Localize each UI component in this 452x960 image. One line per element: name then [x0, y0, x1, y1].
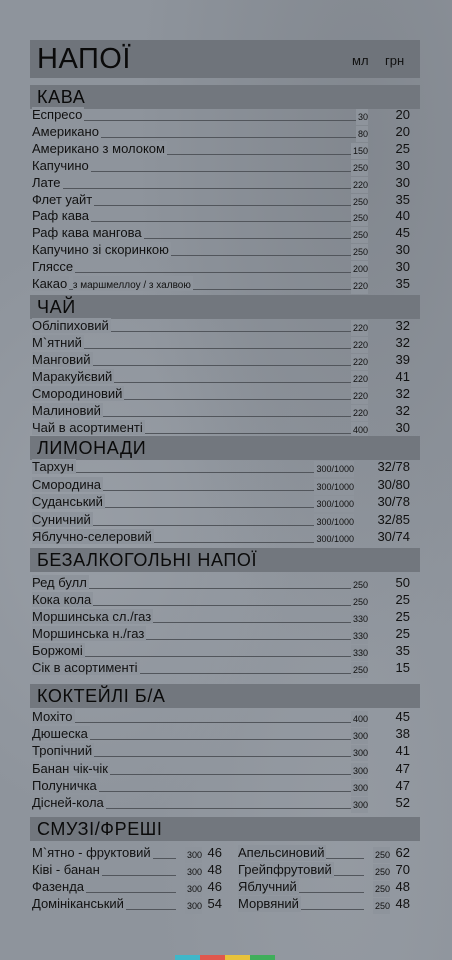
stripe — [250, 955, 275, 960]
menu-item-row — [32, 208, 410, 225]
menu-item-row — [32, 726, 410, 743]
item-name-text: Еспресо — [32, 107, 83, 122]
item-suffix-wrap — [73, 276, 193, 291]
item-name — [32, 124, 101, 140]
menu-item-row — [32, 369, 410, 386]
section-title: СМУЗІ/ФРЕШІ — [37, 819, 163, 839]
section-header-bezalko — [30, 548, 420, 572]
menu-item-row — [238, 845, 410, 862]
item-volume: 300/1000 — [314, 531, 354, 547]
item-name — [32, 761, 110, 777]
item-volume: 330 — [351, 611, 368, 627]
item-price: 41 — [395, 369, 410, 384]
item-price: 15 — [395, 659, 410, 675]
item-name — [32, 318, 111, 334]
item-name — [32, 494, 105, 510]
item-name-text: Сік в асортименті — [32, 659, 138, 675]
item-name-text: Гляссе — [32, 259, 74, 275]
item-volume: 300 — [351, 745, 368, 761]
item-volume: 400 — [351, 711, 368, 727]
item-volume: 300 — [185, 881, 202, 897]
item-price: 20 — [395, 123, 410, 139]
menu-item-row — [32, 107, 410, 124]
item-name — [32, 512, 93, 528]
item-volume: 250 — [351, 227, 368, 243]
item-volume: 250 — [351, 244, 368, 260]
menu-item-row — [32, 477, 410, 494]
footer-stripes — [175, 955, 275, 960]
item-name-text: Банан чік-чік — [32, 760, 108, 776]
item-volume: 30 — [356, 109, 368, 125]
item-name — [32, 369, 114, 385]
item-name — [32, 386, 124, 402]
item-name — [32, 276, 193, 294]
item-name-text: Маракуйєвий — [32, 369, 113, 384]
menu-item-row — [32, 386, 410, 403]
item-name — [32, 778, 99, 794]
menu-item-row — [32, 352, 410, 369]
menu-item-row — [32, 575, 410, 592]
volume-column-label: мл — [352, 53, 369, 68]
item-name-text: Моршинська н./газ — [32, 625, 145, 641]
item-name — [32, 726, 90, 742]
item-price: 32 — [395, 403, 410, 418]
menu-item-row — [32, 459, 410, 476]
item-price: 52 — [395, 795, 410, 810]
stripe — [175, 955, 200, 960]
item-volume: 250 — [351, 160, 368, 176]
item-name-text: Яблучно-селеровий — [32, 529, 152, 545]
dotted-leader — [32, 272, 356, 273]
item-name: Ківі - банан — [32, 862, 100, 877]
item-name — [32, 192, 94, 208]
menu-item-row — [32, 318, 410, 335]
item-volume: 250 — [351, 194, 368, 210]
dotted-leader — [32, 722, 356, 723]
item-price: 30 — [395, 242, 410, 258]
item-price: 48 — [207, 862, 222, 877]
item-name-text: Малиновий — [32, 403, 101, 418]
item-name-text: Кока кола — [32, 591, 92, 607]
menu-item-row — [32, 403, 410, 420]
item-name-text: Суничний — [32, 511, 91, 527]
item-price: 46 — [207, 879, 222, 894]
item-name — [32, 158, 91, 174]
menu-item-row — [32, 335, 410, 352]
item-price: 45 — [395, 709, 410, 724]
menu-item-row — [32, 242, 410, 259]
item-price: 35 — [395, 642, 410, 658]
menu-item-row — [32, 896, 222, 913]
item-volume: 250 — [373, 864, 390, 880]
item-price: 41 — [395, 743, 410, 759]
item-volume: 330 — [351, 628, 368, 644]
item-name — [32, 575, 89, 591]
item-name-text: Какао — [32, 276, 68, 291]
item-volume: 300 — [351, 728, 368, 744]
item-name — [32, 743, 94, 759]
item-name: Фазенда — [32, 879, 85, 894]
section-header-kava — [30, 85, 420, 109]
item-name — [32, 626, 146, 642]
item-price: 32/78 — [377, 459, 410, 474]
item-name-suffix: з маршмеллоу / з халвою — [72, 280, 191, 291]
menu-item-row — [238, 879, 410, 896]
menu-item-row — [32, 494, 410, 511]
menu-item-row — [32, 709, 410, 726]
item-volume: 300/1000 — [314, 496, 354, 512]
menu-item-row — [32, 626, 410, 643]
item-name-text: Смородиновий — [32, 386, 123, 401]
item-name — [32, 609, 153, 625]
menu-item-row — [32, 778, 410, 795]
menu-item-row — [32, 862, 222, 879]
item-price: 25 — [395, 591, 410, 607]
item-name-text: Чай в асортименті — [32, 420, 143, 435]
item-price: 39 — [395, 352, 410, 367]
menu-item-row — [32, 743, 410, 760]
item-name — [32, 208, 91, 224]
menu-item-row — [32, 420, 410, 437]
item-volume: 150 — [351, 143, 368, 159]
item-name-text: Тархун — [32, 459, 74, 474]
item-name — [32, 242, 171, 258]
menu-item-row — [32, 225, 410, 242]
item-name — [32, 795, 106, 811]
item-volume: 220 — [351, 337, 368, 353]
item-name-text: Дюшеска — [32, 726, 88, 742]
item-volume: 220 — [351, 371, 368, 387]
item-price: 32/85 — [377, 511, 410, 527]
item-volume: 250 — [373, 847, 390, 863]
item-volume: 250 — [351, 210, 368, 226]
item-price: 32 — [395, 335, 410, 350]
item-price: 46 — [207, 845, 222, 860]
item-price: 54 — [207, 896, 222, 911]
menu-item-row — [32, 761, 410, 778]
item-name — [32, 709, 75, 725]
item-name-text: Манговий — [32, 352, 91, 367]
item-price: 30 — [395, 259, 410, 275]
menu-item-row — [32, 512, 410, 529]
item-name — [32, 225, 144, 241]
item-price: 30 — [395, 420, 410, 435]
item-price: 45 — [395, 225, 410, 241]
page-title: НАПОЇ — [37, 43, 131, 75]
menu-item-row — [32, 259, 410, 276]
item-name: Морвяний — [238, 896, 299, 911]
item-price: 25 — [395, 625, 410, 641]
item-volume: 250 — [373, 898, 390, 914]
section-title: БЕЗАЛКОГОЛЬНІ НАПОЇ — [37, 550, 258, 570]
menu-item-row — [32, 529, 410, 546]
item-price: 38 — [395, 726, 410, 742]
section-header-smuzi — [30, 817, 420, 841]
item-name-text: Моршинська сл./газ — [32, 608, 152, 624]
menu-header — [30, 40, 420, 78]
item-name — [32, 175, 63, 191]
menu-item-row — [238, 896, 410, 913]
item-price: 47 — [395, 777, 410, 793]
item-name — [32, 403, 103, 419]
item-name — [32, 529, 154, 545]
item-name-text: Американо з молоком — [32, 140, 165, 156]
item-name — [32, 259, 75, 275]
section-title: ЧАЙ — [37, 297, 76, 317]
menu-item-row — [32, 643, 410, 660]
item-name — [32, 141, 167, 157]
menu-item-row — [32, 124, 410, 141]
item-name-text: Ред булл — [32, 575, 87, 590]
menu-item-row — [32, 845, 222, 862]
item-name-text: М`ятний — [32, 335, 82, 350]
section-header-kokteili — [30, 684, 420, 708]
item-name: Грейпфрутовий — [238, 862, 332, 877]
item-volume: 300 — [351, 763, 368, 779]
item-name: Яблучний — [238, 879, 297, 894]
stripe — [225, 955, 250, 960]
item-volume: 220 — [351, 354, 368, 370]
item-volume: 300 — [351, 797, 368, 813]
item-name — [32, 660, 140, 676]
item-volume: 250 — [351, 662, 368, 678]
menu-item-row — [32, 175, 410, 192]
item-name-text: Капучино зі скоринкою — [32, 242, 169, 258]
item-price: 48 — [395, 879, 410, 894]
item-name — [32, 592, 93, 608]
item-price: 30/74 — [377, 529, 410, 545]
menu-item-row — [32, 141, 410, 158]
section-header-limonady — [30, 436, 420, 460]
item-price: 30/78 — [377, 494, 410, 510]
item-volume: 200 — [351, 261, 368, 277]
menu-item-row — [32, 276, 410, 293]
item-price: 62 — [395, 845, 410, 860]
item-name-text: Тропічний — [32, 743, 93, 759]
item-name — [32, 459, 76, 475]
menu-item-row — [32, 158, 410, 175]
item-price: 35 — [395, 191, 410, 207]
menu-item-row — [32, 879, 222, 896]
item-price: 35 — [395, 276, 410, 291]
item-price: 32 — [395, 318, 410, 333]
item-price: 70 — [395, 862, 410, 877]
item-volume: 80 — [356, 126, 368, 142]
item-volume: 300 — [351, 780, 368, 796]
item-price: 25 — [395, 608, 410, 624]
item-name-text: Суданський — [32, 494, 103, 510]
menu-item-row — [32, 592, 410, 609]
item-volume: 220 — [351, 388, 368, 404]
menu-item-row — [32, 192, 410, 209]
item-name-text: Полуничка — [32, 777, 97, 793]
item-volume: 220 — [351, 405, 368, 421]
section-title: ЛИМОНАДИ — [37, 438, 147, 458]
section-title: КОКТЕЙЛІ Б/А — [37, 686, 166, 706]
item-volume: 220 — [351, 278, 368, 294]
section-header-chai — [30, 295, 420, 319]
item-name — [32, 107, 84, 123]
item-price: 50 — [395, 575, 410, 590]
menu-item-row — [32, 660, 410, 677]
menu-item-row — [32, 795, 410, 812]
item-volume: 330 — [351, 645, 368, 661]
item-name-text: Американо — [32, 123, 99, 139]
item-price: 30 — [395, 174, 410, 190]
item-volume: 300/1000 — [314, 514, 354, 530]
item-name-text: Раф кава — [32, 208, 89, 224]
item-volume: 400 — [351, 422, 368, 438]
stripe — [200, 955, 225, 960]
item-price: 47 — [395, 760, 410, 776]
item-price: 40 — [395, 208, 410, 224]
item-name: Домініканський — [32, 896, 124, 911]
item-name — [32, 643, 85, 659]
item-price: 48 — [395, 896, 410, 911]
item-volume: 250 — [351, 577, 368, 593]
item-name-text: Обліпиховий — [32, 318, 109, 333]
item-name-text: Капучино — [32, 157, 89, 173]
item-volume: 300/1000 — [314, 461, 354, 477]
item-volume: 300 — [185, 898, 202, 914]
item-name-text: Лате — [32, 174, 61, 190]
item-name-text: Флет уайт — [32, 191, 93, 207]
item-volume: 300 — [185, 847, 202, 863]
item-volume: 250 — [373, 881, 390, 897]
menu-item-row — [32, 609, 410, 626]
item-name — [32, 420, 145, 436]
item-name-text: Дісней-кола — [32, 795, 104, 810]
item-name — [32, 335, 84, 351]
item-volume: 300 — [185, 864, 202, 880]
item-price: 30 — [395, 157, 410, 173]
item-name: Апельсиновий — [238, 845, 325, 860]
item-volume: 220 — [351, 320, 368, 336]
menu-item-row — [238, 862, 410, 879]
price-column-label: грн — [385, 53, 405, 68]
dotted-leader — [32, 188, 356, 189]
section-title: КАВА — [37, 87, 86, 107]
item-volume: 250 — [351, 594, 368, 610]
item-name-text: Мохіто — [32, 709, 73, 724]
item-name: М`ятно - фруктовий — [32, 845, 151, 860]
item-name-text: Боржомі — [32, 642, 83, 658]
item-price: 20 — [395, 107, 410, 122]
item-price: 25 — [395, 140, 410, 156]
item-name — [32, 477, 103, 493]
item-name-text: Смородина — [32, 476, 101, 492]
item-price: 30/80 — [377, 476, 410, 492]
item-name — [32, 352, 93, 368]
item-volume: 220 — [351, 177, 368, 193]
item-volume: 300/1000 — [314, 479, 354, 495]
item-name-text: Раф кава мангова — [32, 225, 142, 241]
item-price: 32 — [395, 386, 410, 401]
